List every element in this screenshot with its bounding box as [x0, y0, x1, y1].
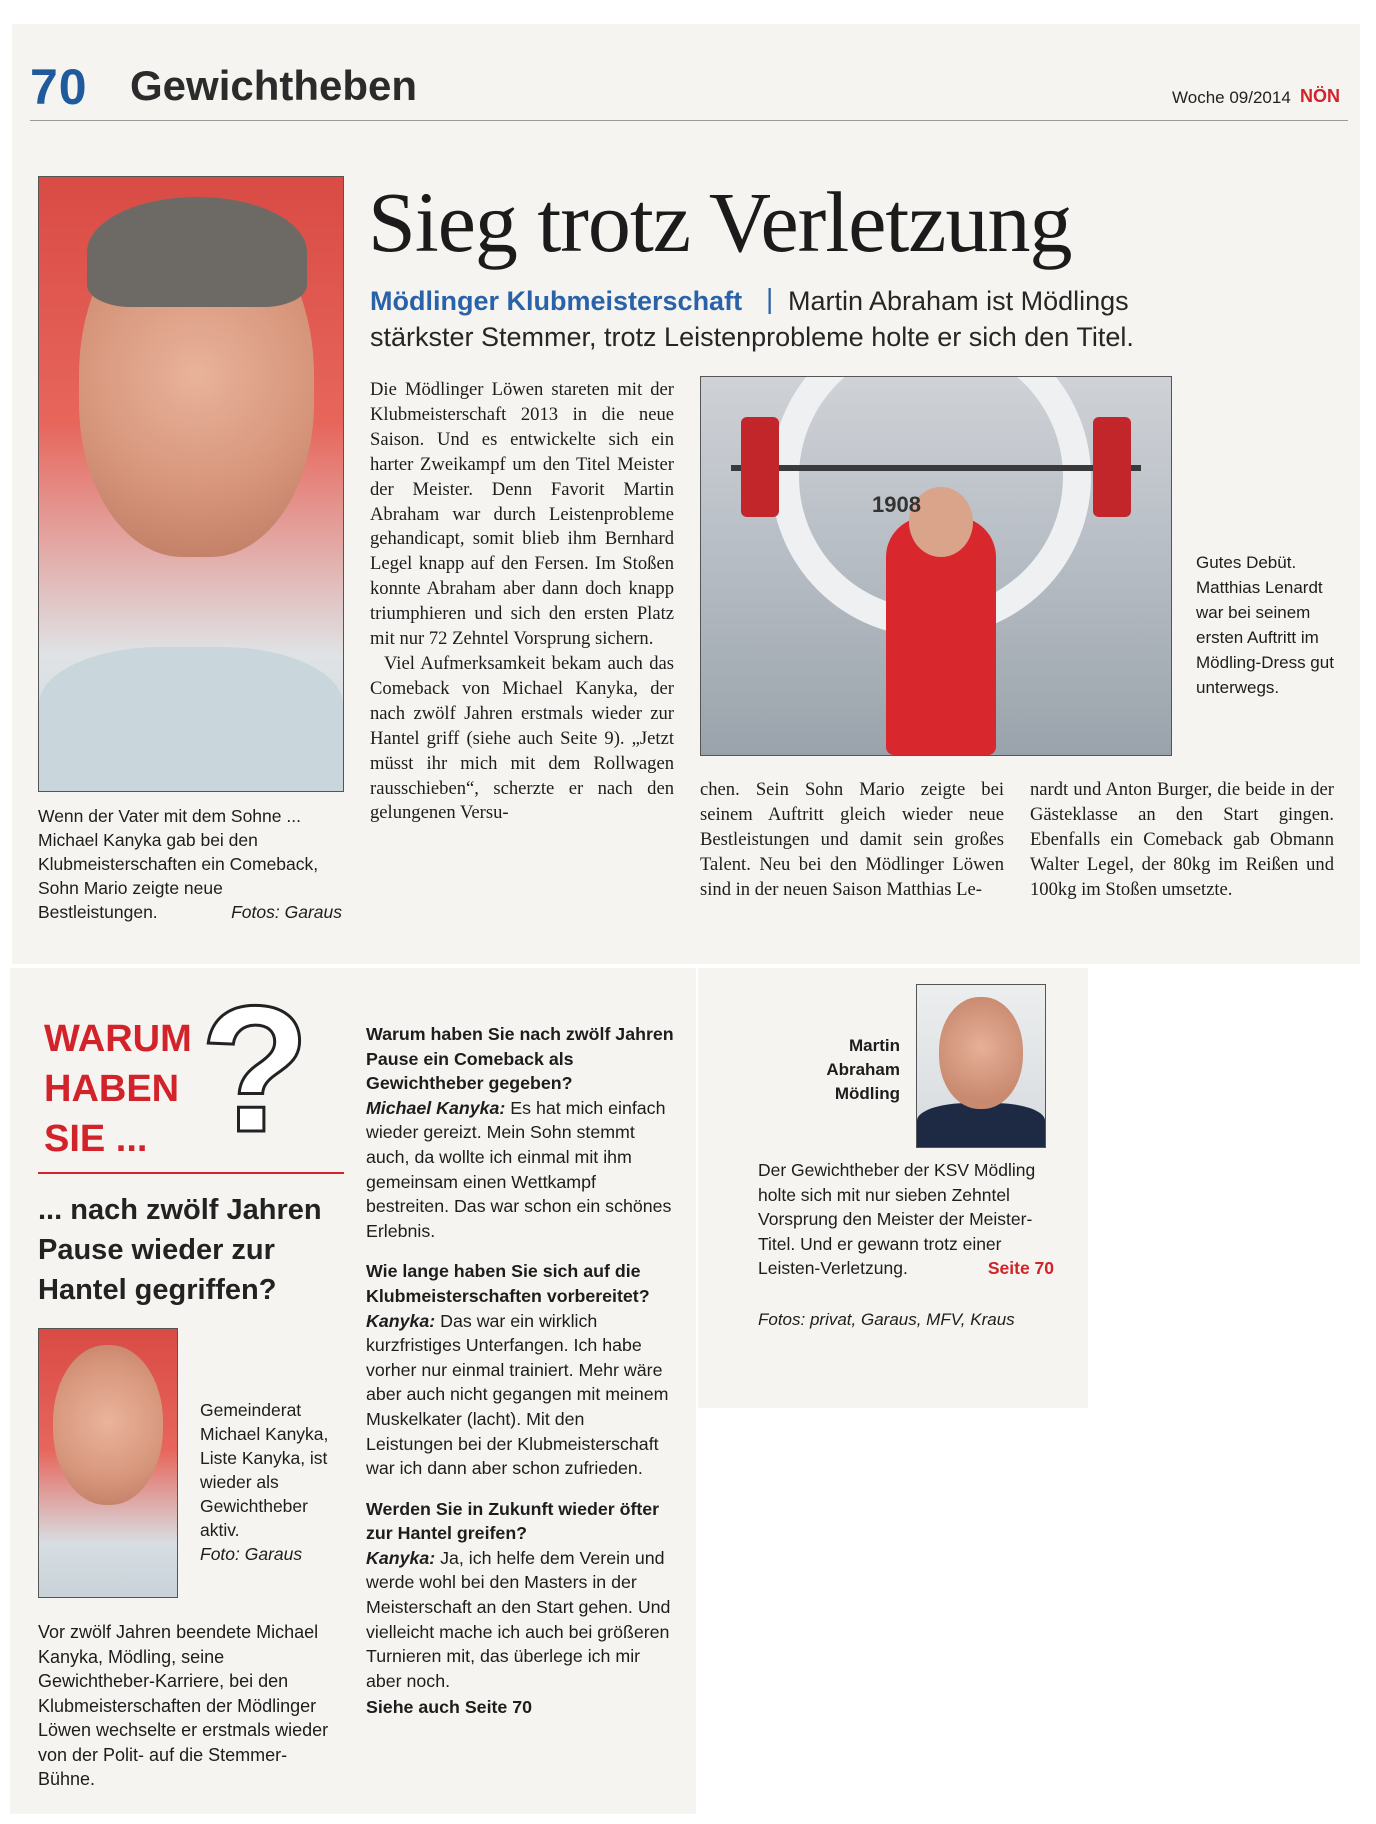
photo-michael-kanyka-small [38, 1328, 178, 1598]
section-title: Gewichtheben [130, 62, 418, 109]
teaser-text: Der Gewichtheber der KSV Mödling holte sich mit nur sieben Zehntel Vorsprung den Meister der Meister-Titel. Und er gewann trotz einer Leisten-Verletzung. Seite 70 [758, 1158, 1054, 1281]
club-year-sign: 1908 [872, 492, 921, 517]
question: Wie lange haben Sie sich auf die Klubmeisterschaften vorbereitet? [366, 1261, 650, 1306]
teaser-person-name: Martin Abraham Mödling [826, 1036, 900, 1103]
subheadline-line-2: stärkster Stemmer, trotz Leistenprobleme holte er sich den Titel. [370, 322, 1134, 352]
qa-block [366, 1259, 676, 1480]
answer-speaker: Kanyka: [366, 1310, 436, 1331]
question-mark-graphic: ? [200, 969, 310, 1170]
photo-caption [38, 804, 342, 924]
interview-divider [38, 1172, 344, 1174]
headline: Sieg trotz Verletzung [368, 174, 1072, 270]
answer: Das war ein wirklich kurzfristiges Unterfangen. Ich habe vorher nur einmal trainiert. Mehr wäre aber auch nicht gegangen mit meinem Muskelkater (lacht). Mit den Leistungen bei der Klubmeisterschaft war ich dann aber schon zufrieden. [366, 1310, 669, 1479]
article-paragraph: Die Mödlinger Löwen stareten mit der Klubmeisterschaft 2013 in die neue Saison. Und es entwickelte sich ein harter Zweikampf um den Titel Meister der Meister. Denn Favorit Martin Abraham war durch Leistenprobleme gehandicapt, somit blieb ihm Bernhard Legel knapp auf den Fersen. Im Stoßen konnte Abraham aber dann doch knapp triumphieren und sich den ersten Platz mit nur 72 Zehntel Vorsprung sichern. [370, 379, 674, 650]
teaser-page-link[interactable]: Seite 70 [987, 1258, 1054, 1279]
photo-weightlifter [700, 376, 1172, 756]
photo-martin-abraham [916, 984, 1046, 1148]
answer-speaker: Michael Kanyka: [366, 1097, 506, 1118]
header-divider [30, 120, 1348, 121]
photo-credit: Fotos: Garaus [231, 902, 342, 922]
photo-caption-text: Wenn der Vater mit dem Sohne ... Michael Kanyka gab bei den Klubmeisterschaften ein Comeback, Sohn Mario zeigte neue Bestleistungen. [38, 806, 319, 922]
see-also-reference: Siehe auch Seite 70 [366, 1697, 533, 1718]
article-column-2 [700, 778, 1004, 903]
question: Warum haben Sie nach zwölf Jahren Pause ein Comeback als Gewichtheber gegeben? [366, 1024, 674, 1094]
small-photo-credit: Foto: Garaus [200, 1544, 303, 1564]
qa-block [366, 1022, 676, 1243]
interview-intro: Vor zwölf Jahren beendete Michael Kanyka, Mödling, seine Gewichtheber-Karriere, bei den Klubmeisterschaften der Mödlinger Löwen wechselte er erstmals wieder von der Polit- auf die Stemmer-Bühne. [38, 1622, 329, 1789]
answer: Ja, ich helfe dem Verein und werde wohl bei den Masters in der Meisterschaft an den Start gehen. Und vielleicht mache ich auch bei größeren Turnieren mit, das überlege ich mir aber noch. [366, 1547, 671, 1691]
article-paragraph: Viel Aufmerksamkeit bekam auch das Comeback von Michael Kanyka, der nach zwölf Jahren erstmals wieder zur Hantel griff (siehe auch Seite 9). „Jetzt müsst ihr mich mit dem Rollwagen rausschieben“, scherzte er nach den gelungenen Versu- [370, 652, 674, 824]
kicker-separator: | [766, 283, 774, 314]
teaser-photo-credit: Fotos: privat, Garaus, MFV, Kraus [758, 1310, 1015, 1329]
interview-title: WARUM HABEN SIE ... [44, 1018, 192, 1160]
article-paragraph: chen. Sein Sohn Mario zeigte bei seinem Auftritt gleich wieder neue Bestleistungen und damit sein großes Talent. Neu bei den Mödlinger Löwen sind in der neuen Saison Matthias Le- [700, 779, 1004, 900]
article-column-1 [370, 378, 674, 826]
weightlifter-caption: Gutes Debüt. Matthias Lenardt war bei seinem ersten Auftritt im Mödling-Dress gut unterwegs. [1196, 553, 1334, 697]
answer-speaker: Kanyka: [366, 1547, 436, 1568]
interview-topic: ... nach zwölf Jahren Pause wieder zur Hantel gegriffen? [38, 1194, 322, 1306]
subheadline-line-1: Martin Abraham ist Mödlings [788, 286, 1129, 316]
paper-logo: NÖN [1300, 86, 1340, 106]
page-number: 70 [30, 59, 88, 115]
article-column-3 [1030, 778, 1334, 903]
small-photo-caption: Gemeinderat Michael Kanyka, Liste Kanyka, ist wieder als Gewichtheber aktiv. Foto: Garaus [200, 1398, 345, 1566]
interview-qa [366, 1022, 676, 1720]
answer: Es hat mich einfach wieder gereizt. Mein Sohn stemmt auch, da wollte ich einmal mit ihm gemeinsam einen Wettkampf bestreiten. Das war schon ein schönes Erlebnis. [366, 1097, 672, 1241]
photo-michael-kanyka [38, 176, 344, 792]
qa-block [366, 1497, 676, 1694]
article-paragraph: nardt und Anton Burger, die beide in der Gästeklasse an den Start gingen. Ebenfalls ein Comeback gab Obmann Walter Legel, der 80kg im Reißen und 100kg im Stoßen umsetzte. [1030, 779, 1334, 900]
kicker: Mödlinger Klubmeisterschaft [370, 286, 743, 316]
question: Werden Sie in Zukunft wieder öfter zur Hantel greifen? [366, 1498, 660, 1544]
issue-label: Woche 09/2014 [1172, 88, 1291, 107]
